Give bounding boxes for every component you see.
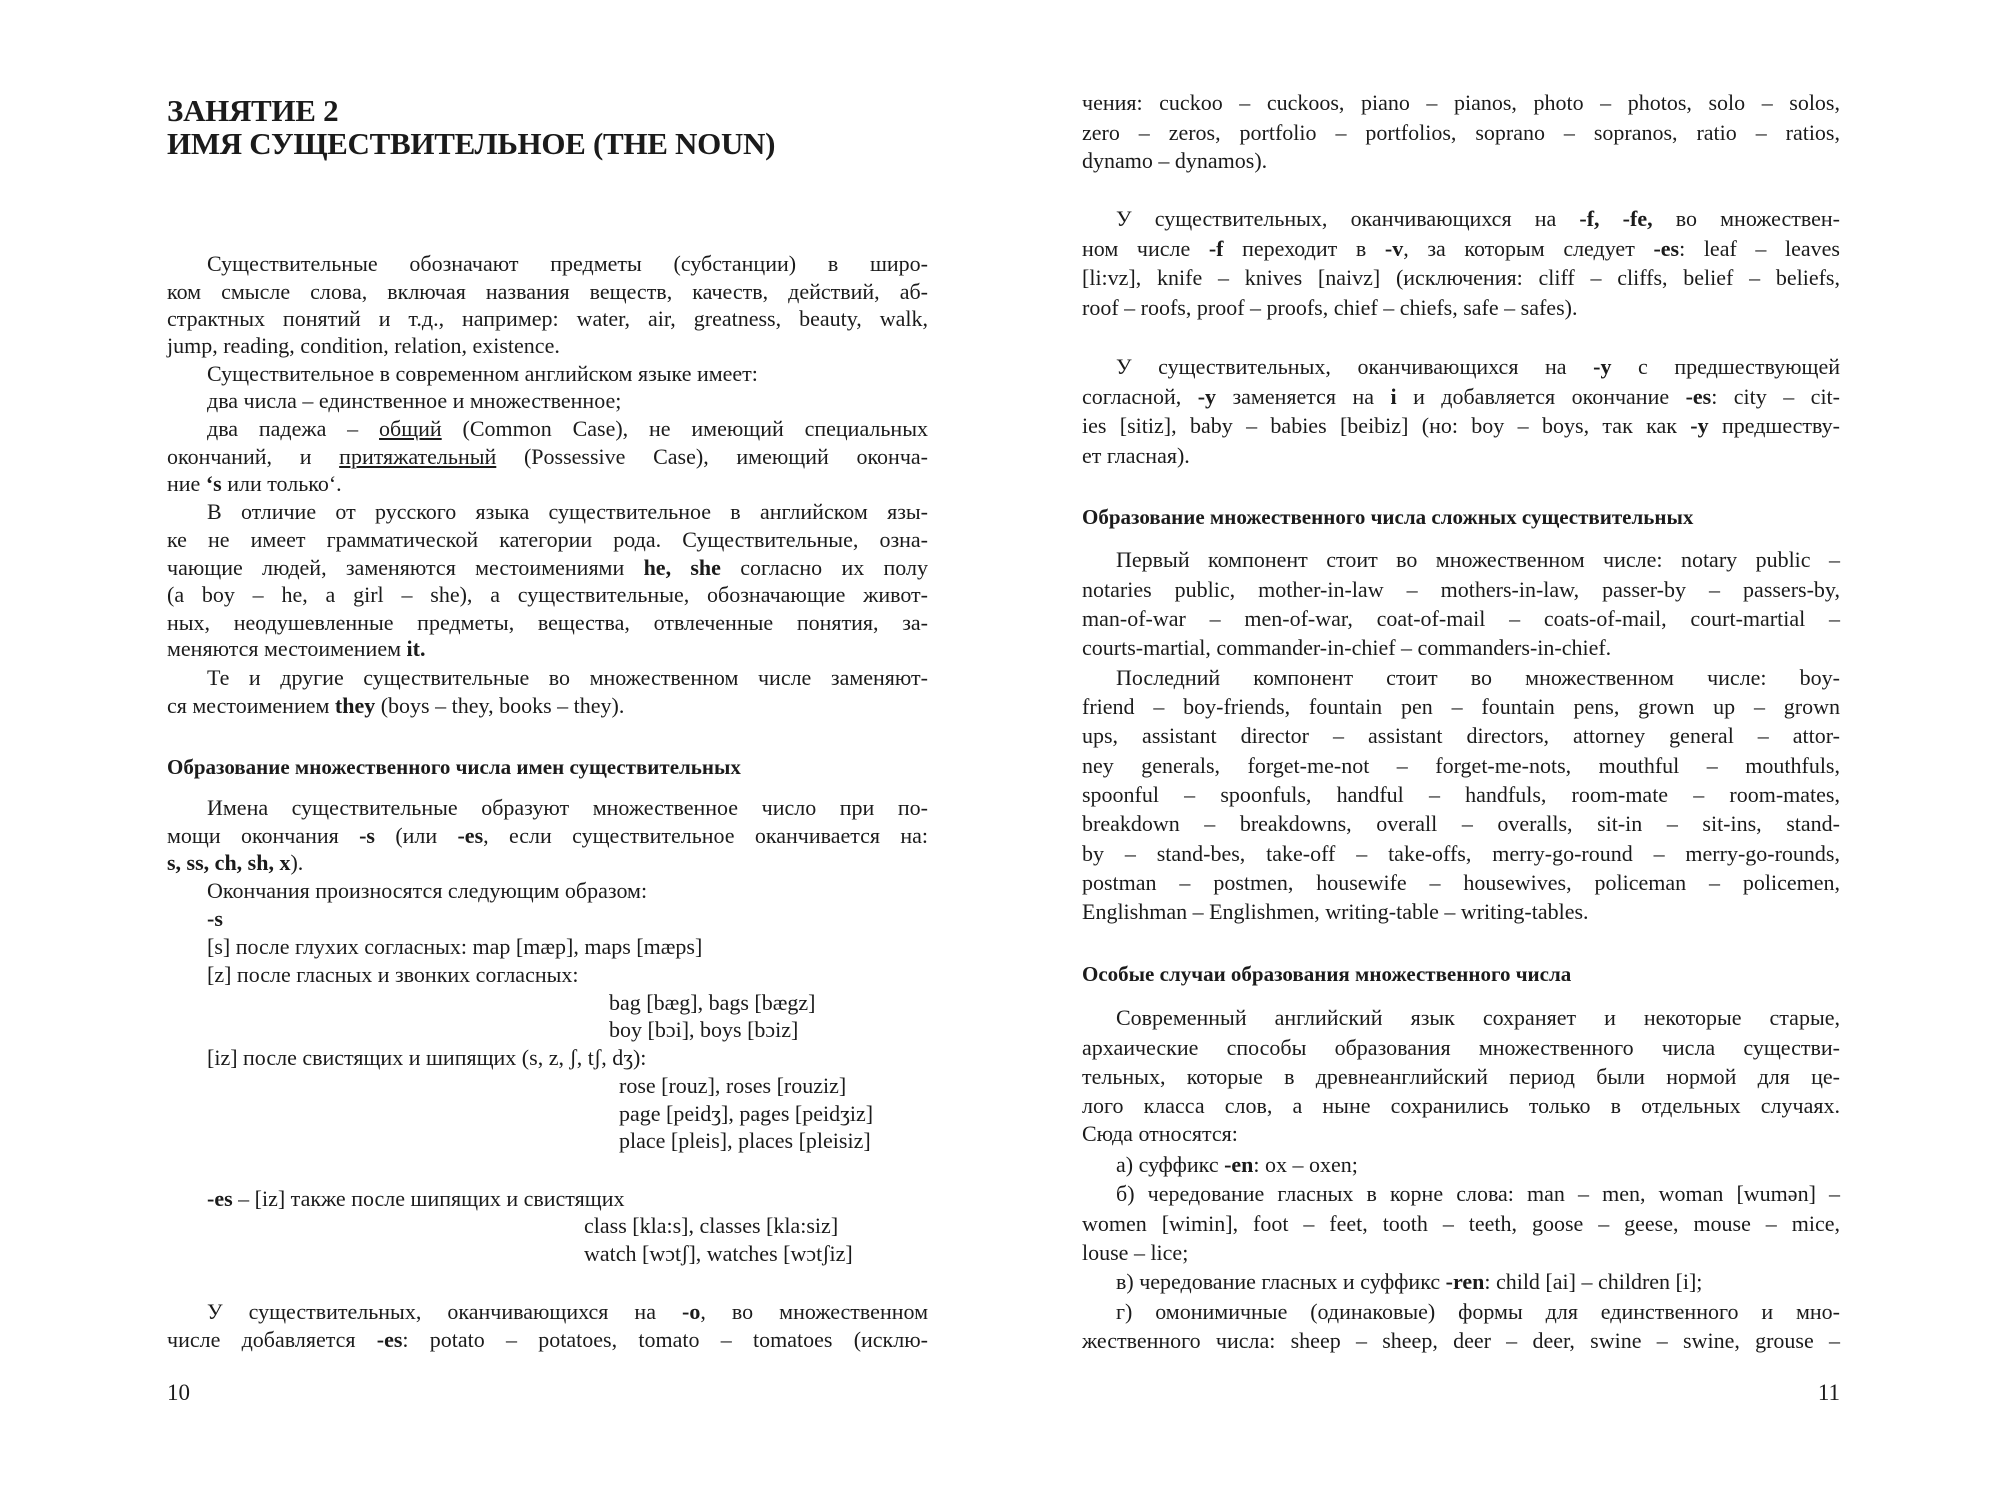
text-line	[167, 1326, 928, 1354]
text-line	[1082, 1327, 1840, 1355]
text-segment: rose [rouz], roses [rouziz]	[619, 1073, 847, 1098]
bold-text: -o	[682, 1299, 701, 1324]
text-segment: (boys – they, books – they).	[375, 693, 625, 718]
text-segment: ИМЯ СУЩЕСТВИТЕЛЬНОЕ (THE NOUN)	[167, 126, 776, 161]
text-line	[1082, 1034, 1840, 1062]
text-segment: place [pleis], places [pleisiz]	[619, 1128, 871, 1153]
text-line	[207, 498, 928, 526]
text-line	[1116, 1268, 1840, 1296]
text-segment: : potato – potatoes, tomato – tomatoes (исклю-	[402, 1327, 928, 1352]
text-segment: (или	[375, 823, 458, 848]
text-segment: class [kla:s], classes [kla:siz]	[584, 1213, 839, 1238]
text-line	[1082, 294, 1840, 322]
bold-text: they	[334, 693, 376, 718]
text-segment: ном числе	[1082, 236, 1209, 261]
text-segment: Особые случаи образования множественного числа	[1082, 962, 1572, 986]
text-segment: [li:vz], knife – knives [naivz] (исключения: cliff – cliffs, belief – beliefs,	[1082, 265, 1840, 290]
text-line	[1116, 1180, 1840, 1208]
text-segment: У существительных, оканчивающихся на	[207, 1299, 683, 1324]
text-line	[584, 1212, 948, 1240]
text-segment: : leaf – leaves	[1679, 236, 1840, 261]
text-segment: ных, неодушевленные предметы, вещества, отвлеченные понятия, за-	[167, 610, 928, 635]
text-line	[1082, 412, 1840, 440]
text-line	[167, 278, 928, 306]
text-line	[207, 877, 928, 905]
text-line	[1082, 869, 1840, 897]
text-segment: Те и другие существительные во множественном числе заменяют-	[207, 665, 928, 690]
text-segment: Образование множественного числа сложных существительных	[1082, 505, 1694, 529]
text-line	[207, 415, 928, 443]
text-line	[619, 1100, 948, 1128]
text-line	[1082, 1063, 1840, 1091]
bold-text: -s	[359, 823, 375, 848]
text-segment: postman – postmen, housewife – housewives, policeman – policemen,	[1082, 870, 1840, 895]
bold-text: -en	[1224, 1152, 1254, 1177]
section-heading	[167, 753, 928, 781]
bold-text: s, ss, ch, sh, x	[167, 850, 291, 875]
text-line	[167, 554, 928, 582]
text-segment: watch [wɔtʃ], watches [wɔtʃiz]	[584, 1241, 853, 1266]
text-segment: мощи окончания	[167, 823, 360, 848]
text-segment: г) омонимичные (одинаковые) формы для единственного и мно-	[1116, 1299, 1840, 1324]
text-segment: и добавляется окончание	[1396, 384, 1686, 409]
text-segment: меняются местоимением	[167, 636, 407, 661]
text-segment: jump, reading, condition, relation, existence.	[167, 333, 560, 358]
text-segment: У существительных, оканчивающихся на	[1116, 354, 1594, 379]
text-line	[1082, 89, 1840, 117]
text-segment: тельных, которые в древнеанглийский период были нормой для це-	[1082, 1064, 1840, 1089]
text-segment: согласной,	[1082, 384, 1198, 409]
text-segment: ups, assistant director – assistant directors, attorney general – attor-	[1082, 723, 1840, 748]
text-segment: окончаний, и	[167, 444, 340, 469]
text-line	[1082, 119, 1840, 147]
text-segment: ).	[290, 850, 304, 875]
text-line	[207, 664, 928, 692]
text-segment: числе добавляется	[167, 1327, 377, 1352]
text-segment: by – stand-bes, take-off – take-offs, merry-go-round – merry-go-rounds,	[1082, 841, 1840, 866]
text-segment: У существительных, оканчивающихся на	[1116, 206, 1580, 231]
text-segment: roof – roofs, proof – proofs, chief – chiefs, safe – safes).	[1082, 295, 1578, 320]
bold-text: -y	[1690, 413, 1709, 438]
text-line	[1082, 810, 1840, 838]
text-segment: courts-martial, commander-in-chief – commanders-in-chief.	[1082, 635, 1612, 660]
text-segment: ком смысле слова, включая названия веществ, качеств, действий, аб-	[167, 279, 928, 304]
text-segment: Первый компонент стоит во множественном числе: notary public –	[1116, 547, 1840, 572]
bold-text: -ren	[1445, 1269, 1485, 1294]
text-segment: переходит в	[1223, 236, 1385, 261]
text-line	[1116, 353, 1840, 381]
text-segment: bag [bæg], bags [bægz]	[609, 990, 816, 1015]
text-segment: breakdown – breakdowns, overall – overalls, sit-in – sit-ins, stand-	[1082, 811, 1840, 836]
text-line	[1116, 1298, 1840, 1326]
text-line	[167, 332, 928, 360]
text-segment: чающие людей, заменяются местоимениями	[167, 555, 644, 580]
text-segment: page [peidʒ], pages [peidʒiz]	[619, 1101, 874, 1126]
text-segment: лого класса слов, а ныне сохранились только в отдельных случаях.	[1082, 1093, 1840, 1118]
text-segment: в) чередование гласных и суффикс	[1116, 1269, 1446, 1294]
text-segment: : ox – oxen;	[1253, 1152, 1358, 1177]
bold-text: -y	[1593, 354, 1612, 379]
text-line	[167, 581, 928, 609]
text-segment: [z] после гласных и звонких согласных:	[207, 962, 579, 987]
text-line	[619, 1127, 948, 1155]
underlined-text: общий	[379, 416, 442, 441]
text-segment: или только‘.	[221, 471, 342, 496]
text-line	[1082, 634, 1840, 662]
text-segment: с предшествующей	[1611, 354, 1840, 379]
text-segment: согласно их полу	[720, 555, 928, 580]
text-segment: friend – boy-friends, fountain pen – fountain pens, grown up – grown	[1082, 694, 1840, 719]
section-heading	[1082, 960, 1840, 988]
text-line	[609, 1016, 948, 1044]
text-segment: : child [ai] – children [i];	[1484, 1269, 1703, 1294]
text-line	[167, 526, 928, 554]
text-line	[1082, 442, 1840, 470]
bold-text: -es	[376, 1327, 403, 1352]
text-line	[207, 250, 928, 278]
text-line	[1116, 546, 1840, 574]
bold-text: it.	[406, 636, 426, 661]
text-line	[1082, 898, 1840, 926]
text-segment: заменяется на	[1216, 384, 1391, 409]
text-line	[207, 905, 928, 933]
text-segment: , за которым следует	[1403, 236, 1654, 261]
text-segment: Существительные обозначают предметы (субстанции) в широ-	[207, 251, 928, 276]
text-segment: два числа – единственное и множественное;	[207, 388, 622, 413]
text-line	[207, 1185, 928, 1213]
text-line	[584, 1240, 948, 1268]
text-line	[1082, 693, 1840, 721]
text-segment: women [wimin], foot – feet, tooth – teeth, goose – geese, mouse – mice,	[1082, 1211, 1840, 1236]
text-segment: (Common Case), не имеющий специальных	[441, 416, 928, 441]
bold-text: -v	[1384, 236, 1404, 261]
bold-text: -f	[1208, 236, 1224, 261]
text-line	[167, 692, 928, 720]
text-line	[1082, 235, 1840, 263]
text-line	[167, 822, 928, 850]
text-line	[619, 1072, 948, 1100]
text-segment: страктных понятий и т.д., например: water, air, greatness, beauty, walk,	[167, 306, 928, 331]
page-number: 10	[167, 1380, 190, 1405]
text-segment: б) чередование гласных в корне слова: man – men, woman [wumən] –	[1116, 1181, 1840, 1206]
text-segment: , если существительное оканчивается на:	[483, 823, 928, 848]
text-segment: Образование множественного числа имен существительных	[167, 755, 741, 779]
text-line	[167, 849, 928, 877]
text-line	[207, 360, 928, 388]
chapter-title	[167, 93, 928, 129]
text-segment: ся местоимением	[167, 693, 335, 718]
text-segment: чения: cuckoo – cuckoos, piano – pianos, photo – photos, solo – solos,	[1082, 90, 1840, 115]
bold-text: ‘s	[205, 471, 222, 496]
chapter-title	[167, 126, 928, 162]
text-line	[1082, 264, 1840, 292]
text-segment: предшеству-	[1708, 413, 1840, 438]
text-line	[1082, 605, 1840, 633]
bold-text: -f, -fe,	[1579, 206, 1653, 231]
text-line	[207, 387, 928, 415]
bold-text: -es	[1685, 384, 1712, 409]
text-segment: , во множественном	[700, 1299, 928, 1324]
text-segment: ney generals, forget-me-not – forget-me-nots, mouthful – mouthfuls,	[1082, 753, 1840, 778]
text-segment: ЗАНЯТИЕ 2	[167, 93, 339, 128]
text-segment: [iz] после свистящих и шипящих (s, z, ʃ, tʃ, dʒ):	[207, 1045, 647, 1070]
text-segment: Существительное в современном английском языке имеет:	[207, 361, 758, 386]
text-segment: Имена существительные образуют множественное число при по-	[207, 795, 928, 820]
text-segment: ние	[167, 471, 206, 496]
text-line	[207, 933, 928, 961]
text-line	[167, 635, 928, 663]
bold-text: i	[1390, 384, 1397, 409]
text-segment: notaries public, mother-in-law – mothers-in-law, passer-by – passers-by,	[1082, 577, 1840, 602]
text-line	[1116, 205, 1840, 233]
text-line	[1082, 752, 1840, 780]
text-line	[207, 961, 928, 989]
text-line	[1082, 147, 1840, 175]
text-line	[207, 1298, 928, 1326]
text-line	[207, 1044, 928, 1072]
text-line	[1116, 1004, 1840, 1032]
text-segment: (a boy – he, a girl – she), а существительные, обозначающие живот-	[167, 582, 928, 607]
text-line	[1082, 1092, 1840, 1120]
text-line	[609, 989, 948, 1017]
text-segment: Последний компонент стоит во множественном числе: boy-	[1116, 665, 1840, 690]
text-line	[1082, 1120, 1840, 1148]
text-line	[1082, 1210, 1840, 1238]
text-segment: ке не имеет грамматической категории рода. Существительные, озна-	[167, 527, 928, 552]
underlined-text: притяжательный	[339, 444, 497, 469]
text-segment: dynamo – dynamos).	[1082, 148, 1268, 173]
text-segment: Окончания произносятся следующим образом:	[207, 878, 648, 903]
bold-text: -s	[207, 906, 223, 931]
text-segment: Сюда относятся:	[1082, 1121, 1238, 1146]
text-line	[167, 470, 928, 498]
text-segment: : city – cit-	[1711, 384, 1840, 409]
text-segment: louse – lice;	[1082, 1240, 1189, 1265]
text-segment: – [iz] также после шипящих и свистящих	[232, 1186, 625, 1211]
text-segment: Englishman – Englishmen, writing-table – writing-tables.	[1082, 899, 1589, 924]
text-line	[207, 794, 928, 822]
text-segment: во множествен-	[1652, 206, 1840, 231]
bold-text: -es	[1653, 236, 1680, 261]
text-segment: zero – zeros, portfolio – portfolios, soprano – sopranos, ratio – ratios,	[1082, 120, 1840, 145]
text-line	[1116, 664, 1840, 692]
text-segment: жественного числа: sheep – sheep, deer – deer, swine – swine, grouse –	[1082, 1328, 1840, 1353]
text-segment: В отличие от русского языка существительное в английском язы-	[207, 499, 928, 524]
text-segment: (Possessive Case), имеющий оконча-	[496, 444, 928, 469]
bold-text: he, she	[643, 555, 721, 580]
text-segment: spoonful – spoonfuls, handful – handfuls, room-mate – room-mates,	[1082, 782, 1840, 807]
text-segment: а) суффикс	[1116, 1152, 1225, 1177]
bold-text: -y	[1197, 384, 1217, 409]
text-line	[1082, 781, 1840, 809]
text-line	[1082, 722, 1840, 750]
text-segment: два падежа –	[207, 416, 380, 441]
text-segment: boy [bɔi], boys [bɔiz]	[609, 1017, 799, 1042]
text-segment: ies [sitiz], baby – babies [beibiz] (но: boy – boys, так как	[1082, 413, 1691, 438]
text-line	[167, 305, 928, 333]
right-page	[1000, 0, 2000, 1499]
text-line	[167, 609, 928, 637]
text-segment: архаические способы образования множественного числа существи-	[1082, 1035, 1840, 1060]
bold-text: -es	[457, 823, 484, 848]
text-line	[1082, 576, 1840, 604]
text-line	[1082, 1239, 1840, 1267]
text-segment: ет гласная).	[1082, 443, 1190, 468]
text-line	[1116, 1151, 1840, 1179]
page-number: 11	[1817, 1380, 1840, 1405]
text-line	[1082, 840, 1840, 868]
text-line	[1082, 383, 1840, 411]
text-line	[167, 443, 928, 471]
text-segment: Современный английский язык сохраняет и некоторые старые,	[1116, 1005, 1840, 1030]
section-heading	[1082, 503, 1840, 531]
text-segment: man-of-war – men-of-war, coat-of-mail – coats-of-mail, court-martial –	[1082, 606, 1840, 631]
bold-text: -es	[207, 1186, 233, 1211]
text-segment: [s] после глухих согласных: map [mæp], maps [mæps]	[207, 934, 703, 959]
